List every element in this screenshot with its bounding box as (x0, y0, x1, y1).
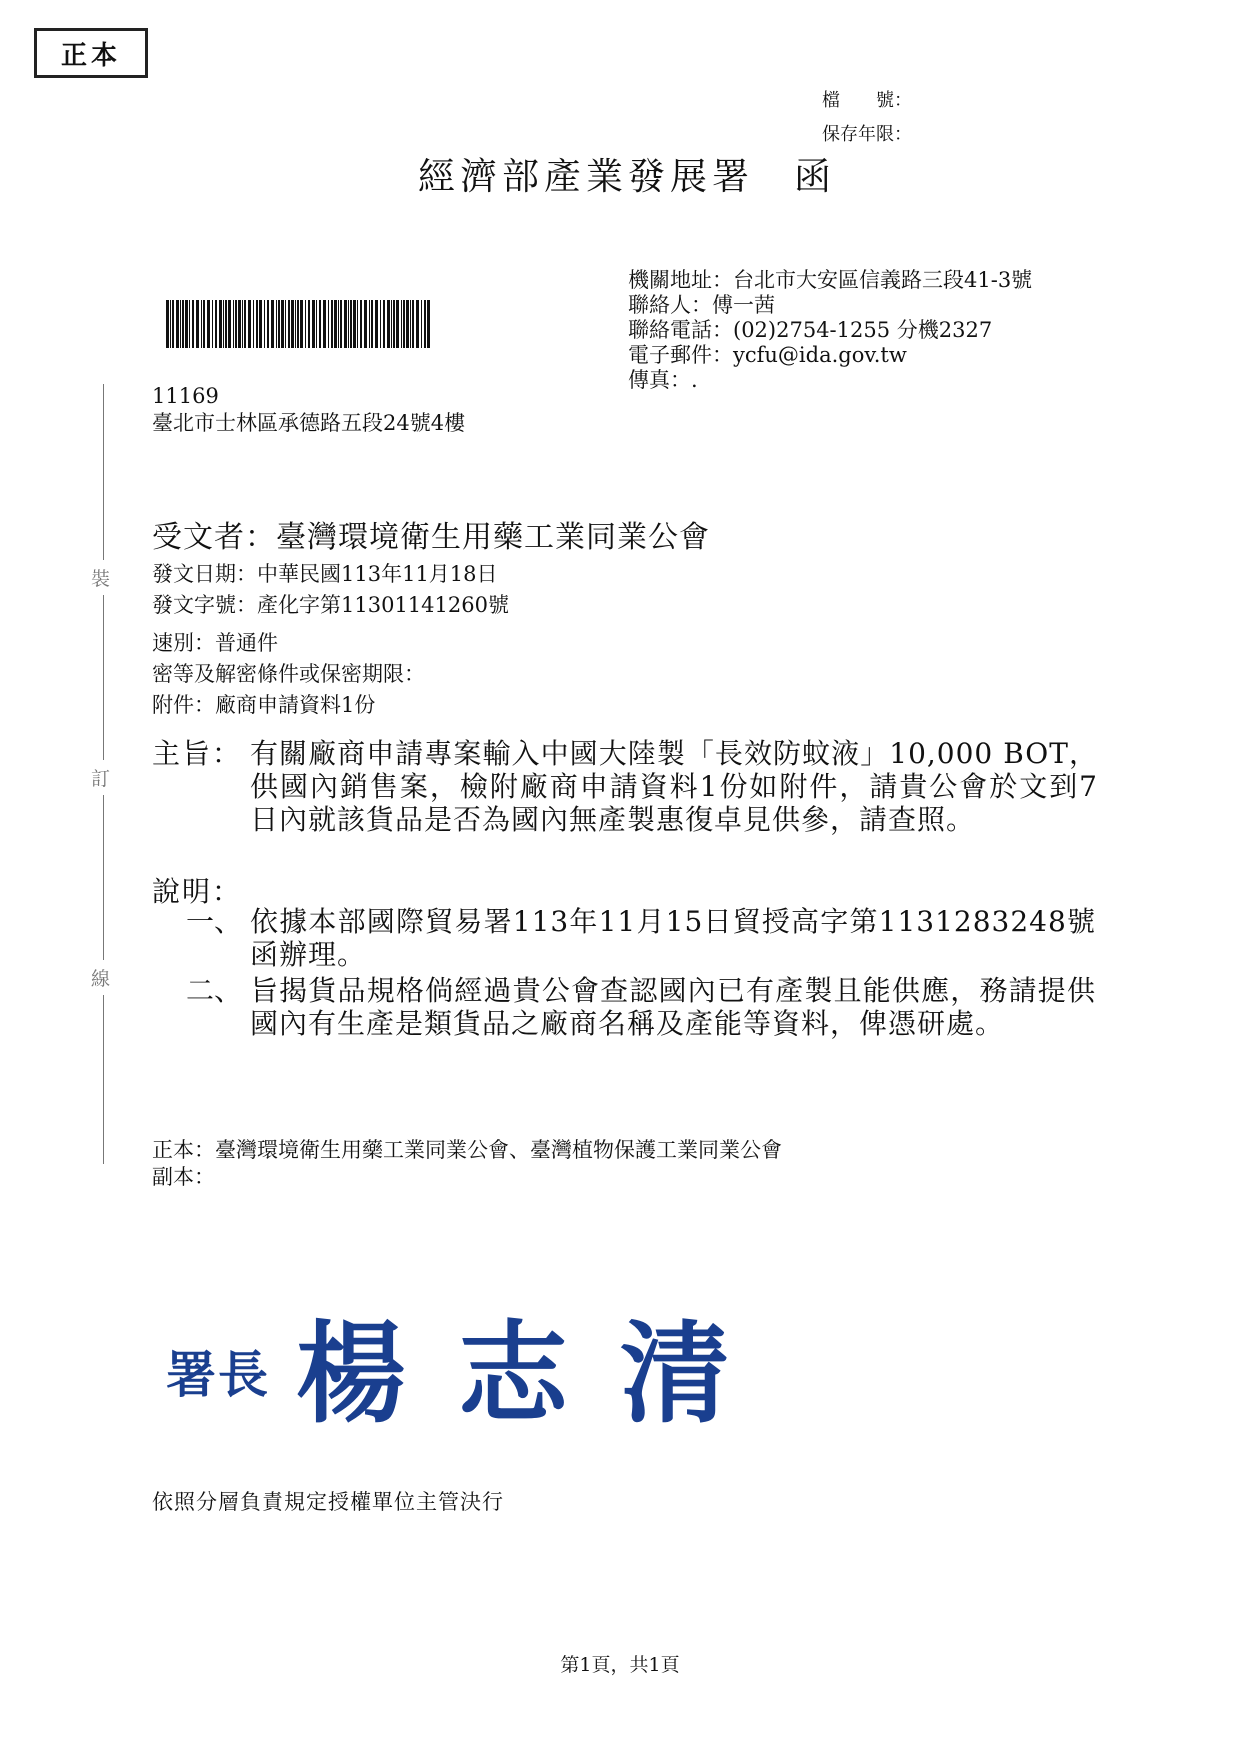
street-address: 臺北市士林區承德路五段24號4樓 (152, 411, 466, 435)
contact-email: 電子郵件：ycfu@ida.gov.tw (628, 343, 907, 367)
speed-class: 速別：普通件 (152, 631, 278, 655)
attachment: 附件：廠商申請資料1份 (152, 693, 376, 717)
recipient: 受文者：臺灣環境衛生用藥工業同業公會 (152, 520, 710, 555)
signature-stamp (166, 1286, 782, 1444)
issue-date: 發文日期：中華民國113年11月18日 (152, 562, 498, 586)
document-type: 函 (794, 155, 836, 198)
item-number: 一、 (186, 905, 243, 938)
copy-stamp: 正本 (34, 28, 148, 78)
file-number-label: 檔 號： (822, 90, 912, 111)
explanation-item (186, 905, 1096, 971)
organization-name: 經濟部產業發展署 (418, 155, 754, 198)
contact-phone: 聯絡電話：(02)2754-1255 分機2327 (628, 318, 993, 342)
postcode: 11169 (152, 384, 219, 408)
signatory-name: 楊志清 (296, 1310, 782, 1438)
item-text: 旨揭貨品規格倘經過貴公會查認國內已有產製且能供應，務請提供國內有生產是類貨品之廠商名稱及產能等資料，俾憑研處。 (250, 974, 1096, 1040)
file-info (822, 84, 912, 152)
subject-text: 有關廠商申請專案輸入中國大陸製「長效防蚊液」10,000 BOT，供國內銷售案，檢附廠商申請資料1份如附件，請貴公會於文到7日內就該貨品是否為國內無產製惠復卓見供參，請查照。 (250, 737, 1098, 836)
original-recipients: 正本：臺灣環境衛生用藥工業同業公會、臺灣植物保護工業同業公會 (152, 1138, 782, 1162)
secrecy-level: 密等及解密條件或保密期限： (152, 662, 425, 686)
subject-label: 主旨： (152, 737, 243, 770)
binding-mark-zhuang: 裝 (91, 560, 110, 595)
authority-note: 依照分層負責規定授權單位主管決行 (152, 1490, 504, 1514)
contact-fax: 傳真：. (628, 368, 698, 392)
binding-mark-ding: 訂 (91, 760, 110, 795)
contact-block (628, 268, 1032, 393)
contact-address: 機關地址：台北市大安區信義路三段41-3號 (628, 268, 1033, 292)
binding-mark-xian: 線 (91, 960, 110, 995)
document-title (418, 146, 836, 200)
recipient-address (152, 383, 465, 437)
signatory-title: 署長 (166, 1346, 270, 1404)
item-number: 二、 (186, 974, 243, 1007)
retention-label: 保存年限： (822, 124, 912, 145)
explanation-label: 說明： (152, 875, 243, 908)
copy-recipients: 副本： (152, 1165, 215, 1189)
page-number: 第1頁，共1頁 (560, 1654, 680, 1676)
contact-person: 聯絡人：傅一茜 (628, 293, 775, 317)
barcode (166, 300, 432, 348)
subject-section (152, 737, 1098, 836)
document-number: 發文字號：產化字第11301141260號 (152, 593, 509, 617)
item-text: 依據本部國際貿易署113年11月15日貿授高字第1131283248號函辦理。 (250, 905, 1096, 971)
explanation-item (186, 974, 1096, 1040)
